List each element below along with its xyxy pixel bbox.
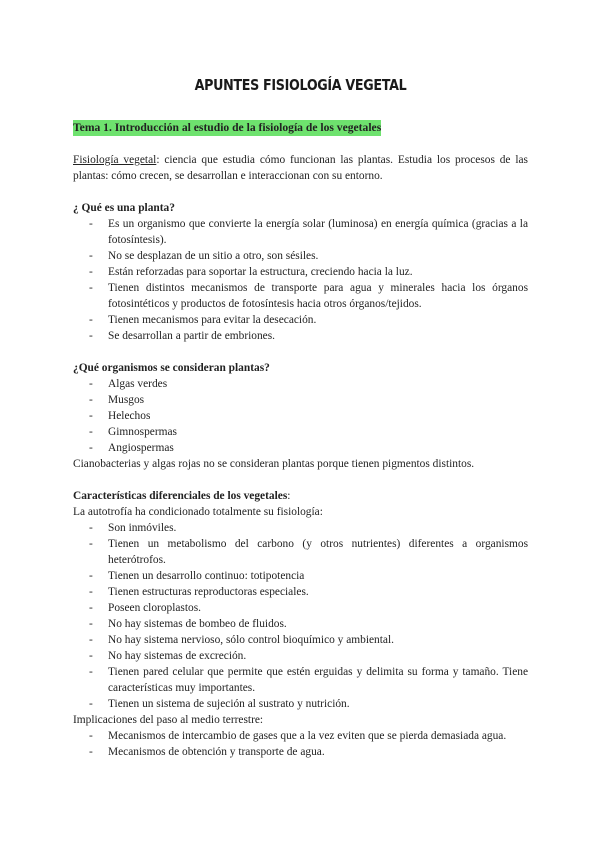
list-item: - No hay sistemas de excreción.	[89, 650, 247, 662]
characteristics-intro: La autotrofía ha condicionado totalmente su fisiología:	[73, 506, 323, 518]
dash-bullet-icon: -	[89, 538, 93, 550]
dash-bullet-icon: -	[89, 730, 93, 742]
characteristics-heading: Características diferenciales de los vegetales	[73, 490, 288, 502]
list-item: - Tienen un desarrollo continuo: totipotencia	[89, 570, 305, 582]
dash-bullet-icon: -	[89, 570, 93, 582]
dash-bullet-icon: -	[89, 410, 93, 422]
what-is-plant-heading: ¿ Qué es una planta?	[73, 202, 175, 214]
implications-intro: Implicaciones del paso al medio terrestre:	[73, 714, 264, 726]
dash-bullet-icon: -	[89, 746, 93, 758]
dash-bullet-icon: -	[89, 266, 93, 278]
list-item: - Tienen un metabolismo del carbono (y otros nutrientes) diferentes a organismos heterótrofos.	[89, 538, 528, 566]
dash-bullet-icon: -	[89, 314, 93, 326]
list-item: - Están reforzadas para soportar la estructura, creciendo hacia la luz.	[89, 266, 413, 278]
dash-bullet-icon: -	[89, 394, 93, 406]
dash-bullet-icon: -	[89, 282, 93, 294]
list-item: - No hay sistemas de bombeo de fluidos.	[89, 618, 287, 630]
implications-list	[73, 728, 528, 760]
dash-bullet-icon: -	[89, 602, 93, 614]
organisms-list	[73, 376, 528, 456]
list-item: - Tienen estructuras reproductoras especiales.	[89, 586, 309, 598]
dash-bullet-icon: -	[89, 666, 93, 678]
list-item: - Son inmóviles.	[89, 522, 177, 534]
characteristics-list	[73, 520, 528, 712]
dash-bullet-icon: -	[89, 330, 93, 342]
list-item: - Poseen cloroplastos.	[89, 602, 202, 614]
list-item: - No se desplazan de un sitio a otro, son sésiles.	[89, 250, 319, 262]
topic-heading	[73, 120, 381, 136]
list-item: - Angiospermas	[89, 442, 174, 454]
list-item: - Tienen mecanismos para evitar la desecación.	[89, 314, 317, 326]
list-item: - No hay sistema nervioso, sólo control bioquímico y ambiental.	[89, 634, 394, 646]
dash-bullet-icon: -	[89, 650, 93, 662]
dash-bullet-icon: -	[89, 442, 93, 454]
dash-bullet-icon: -	[89, 522, 93, 534]
dash-bullet-icon: -	[89, 634, 93, 646]
list-item: - Tienen un sistema de sujeción al sustrato y nutrición.	[89, 698, 350, 710]
characteristics-heading-line: Características diferenciales de los vegetales:	[73, 490, 291, 502]
organisms-note: Cianobacterias y algas rojas no se consideran plantas porque tienen pigmentos distintos.	[73, 458, 475, 470]
organisms-heading: ¿Qué organismos se consideran plantas?	[73, 362, 270, 374]
definition-text: : ciencia que estudia cómo funcionan las plantas. Estudia los procesos de las plantas: cómo crecen, se desarrollan e interaccionan con su entorno.	[73, 154, 528, 182]
definition-term: Fisiología vegetal	[73, 154, 157, 166]
dash-bullet-icon: -	[89, 618, 93, 630]
definition-paragraph	[73, 152, 528, 184]
dash-bullet-icon: -	[89, 426, 93, 438]
list-item: - Gimnospermas	[89, 426, 177, 438]
dash-bullet-icon: -	[89, 378, 93, 390]
list-item: - Tienen distintos mecanismos de transporte para agua y minerales hacia los órganos fotosintéticos y productos de fotosíntesis hacia otros órganos/tejidos.	[89, 282, 528, 310]
organisms-section	[73, 360, 528, 472]
dash-bullet-icon: -	[89, 250, 93, 262]
dash-bullet-icon: -	[89, 586, 93, 598]
list-item: - Musgos	[89, 394, 145, 406]
list-item: - Mecanismos de obtención y transporte de agua.	[89, 746, 325, 758]
document-title: APUNTES FISIOLOGÍA VEGETAL	[194, 76, 407, 94]
characteristics-section	[73, 488, 528, 760]
what-is-plant-list	[73, 216, 528, 344]
list-item: - Tienen pared celular que permite que estén erguidas y delimita su forma y tamaño. Tiene características muy importantes.	[89, 666, 528, 694]
list-item: - Es un organismo que convierte la energía solar (luminosa) en energía química (gracias a la fotosíntesis).	[89, 218, 528, 246]
list-item: - Algas verdes	[89, 378, 168, 390]
dash-bullet-icon: -	[89, 218, 93, 230]
list-item: - Mecanismos de intercambio de gases que a la vez eviten que se pierda demasiada agua.	[89, 730, 507, 742]
list-item: - Se desarrollan a partir de embriones.	[89, 330, 275, 342]
list-item: - Helechos	[89, 410, 151, 422]
what-is-plant-section	[73, 200, 528, 344]
dash-bullet-icon: -	[89, 698, 93, 710]
definition-section	[73, 152, 528, 184]
topic-heading-highlight: Tema 1. Introducción al estudio de la fisiología de los vegetales	[73, 121, 382, 134]
